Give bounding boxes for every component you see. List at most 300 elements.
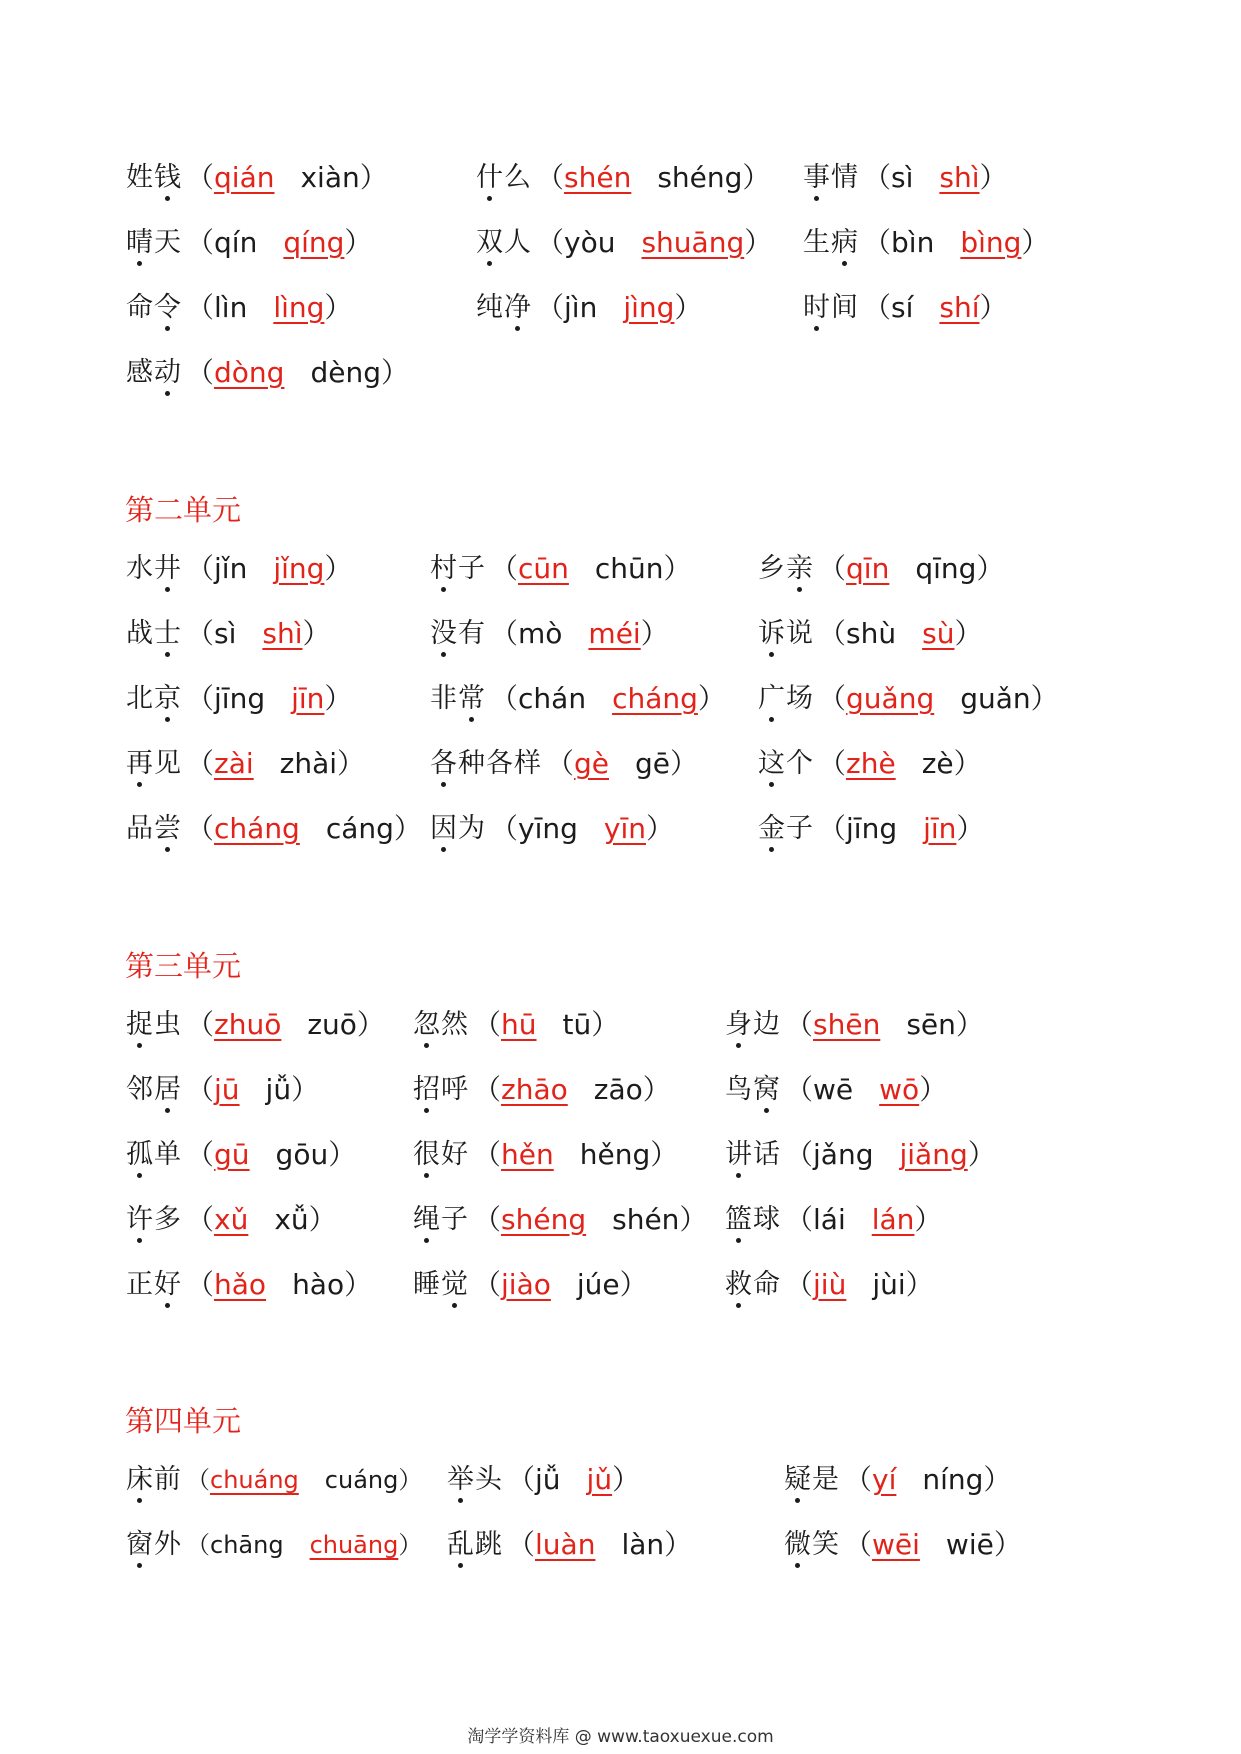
word-item [803,145,1008,210]
emphasized-char: 诉 [758,617,785,649]
pinyin-option: zāo [593,1072,643,1106]
paren-open: （ [785,1007,814,1041]
word-row [0,210,1241,275]
word [725,1205,781,1235]
pinyin-option: jìn [564,290,598,324]
pinyin-option: bìn [891,225,935,259]
paren-close: ） [979,160,1008,194]
word [413,1010,469,1040]
word [413,1140,469,1170]
paren-open: （ [473,1267,502,1301]
word [126,1010,182,1040]
emphasized-char: 举 [447,1463,474,1495]
char: 场 [786,682,813,714]
pinyin-option: tū [562,1007,592,1041]
paren-close: ） [993,1527,1022,1561]
correct-pinyin: sù [922,616,955,650]
word-item [413,1252,648,1317]
paren-open: （ [186,1465,210,1494]
paren-close: ） [640,616,669,650]
unit-section [0,492,1241,861]
paren-open: （ [186,616,215,650]
word [430,749,542,779]
word [758,554,814,584]
paren-close: ） [356,1007,385,1041]
paren-close: ） [679,1202,708,1236]
correct-pinyin: jiào [501,1267,551,1301]
word-item [126,1447,422,1512]
paren-open: （ [785,1202,814,1236]
correct-pinyin: shén [564,160,632,194]
pinyin-option: chāng [210,1530,284,1559]
word [126,814,182,844]
char: 跳 [475,1528,502,1560]
word-item [758,796,984,861]
correct-pinyin: jīn [923,811,957,845]
paren-open: （ [186,681,215,715]
word [725,1010,781,1040]
word [126,619,182,649]
paren-open: （ [473,1202,502,1236]
pinyin-option: shén [612,1202,680,1236]
word [476,293,532,323]
emphasized-char: 乱 [447,1528,474,1560]
paren-open: （ [536,160,565,194]
unit-section [0,948,1241,1317]
paren-close: ） [344,1267,373,1301]
correct-pinyin: jū [214,1072,240,1106]
char: 非 [430,682,457,714]
word [725,1140,781,1170]
word [430,814,486,844]
paren-close: ） [1021,225,1050,259]
char: 个 [786,747,813,779]
char: 头 [475,1463,502,1495]
emphasized-char: 村 [430,552,457,584]
paren-close: ） [742,160,771,194]
emphasized-char: 很 [413,1138,440,1170]
paren-open: （ [536,290,565,324]
paren-close: ） [697,681,726,715]
char: 天 [154,226,181,258]
correct-pinyin: jǐng [273,551,325,585]
paren-open: （ [186,1137,215,1171]
word-row [0,275,1241,340]
word [725,1075,781,1105]
word [126,1075,182,1105]
pinyin-option: wē [813,1072,854,1106]
char: 战 [126,617,153,649]
emphasized-char: 京 [154,682,181,714]
paren-open: （ [863,160,892,194]
char: 人 [504,226,531,258]
unit-heading: 第四单元 [125,1404,242,1438]
emphasized-char: 什 [476,161,503,193]
word [758,619,814,649]
word [725,1270,781,1300]
emphasized-char: 居 [154,1073,181,1105]
correct-pinyin: jīn [291,681,325,715]
char: 命 [126,291,153,323]
pinyin-option: làn [621,1527,665,1561]
pinyin-option: sì [214,616,237,650]
paren-open: （ [507,1527,536,1561]
paren-close: ） [955,1007,984,1041]
correct-pinyin: hū [501,1007,537,1041]
correct-pinyin: zhè [846,746,896,780]
unit-heading: 第二单元 [125,493,242,527]
emphasized-char: 因 [430,812,457,844]
paren-close: ） [308,1202,337,1236]
correct-pinyin: qīn [846,551,890,585]
word-item [447,1512,692,1577]
word [430,619,486,649]
word-item [758,536,1004,601]
emphasized-char: 事 [803,161,830,193]
paren-close: ） [663,551,692,585]
pinyin-option: chán [518,681,587,715]
correct-pinyin: shí [939,290,980,324]
paren-close: ） [398,1465,423,1494]
paren-open: （ [818,551,847,585]
pinyin-option: jīng [214,681,266,715]
pinyin-option: cáng [325,811,394,845]
word-item [413,1187,707,1252]
emphasized-char: 许 [126,1203,153,1235]
paren-close: ） [591,1007,620,1041]
paren-close: ） [650,1137,679,1171]
emphasized-char: 微 [784,1528,811,1560]
char: 品 [126,812,153,844]
word-row [0,1252,1241,1317]
pinyin-option: chūn [594,551,664,585]
correct-pinyin: chuáng [210,1465,299,1494]
paren-close: ） [324,681,353,715]
paren-close: ） [956,811,985,845]
paren-close: ） [337,746,366,780]
word [126,684,182,714]
char: 各 [486,747,513,779]
word-item [430,796,674,861]
pinyin-option: sì [891,160,914,194]
char: 子 [441,1203,468,1235]
emphasized-char: 救 [725,1268,752,1300]
paren-open: （ [186,1530,210,1559]
emphasized-char: 捉 [126,1008,153,1040]
word [126,1140,182,1170]
paren-close: ） [905,1267,934,1301]
paren-open: （ [186,160,215,194]
emphasized-char: 这 [758,747,785,779]
emphasized-char: 孤 [126,1138,153,1170]
correct-pinyin: luàn [535,1527,596,1561]
char: 球 [753,1203,780,1235]
emphasized-char: 令 [154,291,181,323]
pinyin-option: zhài [279,746,338,780]
word-row [0,1447,1241,1512]
word-item [430,731,698,796]
paren-open: （ [844,1527,873,1561]
correct-pinyin: bìng [960,225,1022,259]
paren-open: （ [818,681,847,715]
paren-close: ） [324,290,353,324]
correct-pinyin: shēn [813,1007,881,1041]
word-item [430,666,726,731]
char: 感 [126,356,153,388]
paren-close: ） [344,225,373,259]
word-item [725,1122,996,1187]
paren-open: （ [507,1462,536,1496]
pinyin-option: dèng [310,355,381,389]
char: 正 [126,1268,153,1300]
paren-open: （ [186,1007,215,1041]
char: 笑 [812,1528,839,1560]
emphasized-char: 常 [458,682,485,714]
pinyin-option: hào [292,1267,345,1301]
pinyin-option: jǚ [535,1462,561,1496]
word-item [803,210,1049,275]
char: 纯 [476,291,503,323]
correct-pinyin: hǎo [214,1267,267,1301]
paren-close: ） [664,1527,693,1561]
char: 是 [812,1463,839,1495]
emphasized-char: 觉 [441,1268,468,1300]
word [126,1205,182,1235]
correct-pinyin: cháng [612,681,698,715]
word [126,358,182,388]
word [126,293,182,323]
word [803,293,859,323]
correct-pinyin: hěn [501,1137,554,1171]
word [447,1530,503,1560]
correct-pinyin: chuāng [309,1530,399,1559]
paren-open: （ [186,746,215,780]
paren-close: ） [380,355,409,389]
word-item [126,601,331,666]
char: 睡 [413,1268,440,1300]
word-item [725,992,984,1057]
pinyin-option: yòu [564,225,616,259]
paren-close: ） [646,811,675,845]
word-item [126,340,409,405]
paren-open: （ [186,355,215,389]
char: 外 [154,1528,181,1560]
emphasized-char: 身 [725,1008,752,1040]
word-item [758,601,982,666]
paren-open: （ [490,616,519,650]
paren-open: （ [785,1137,814,1171]
pinyin-option: hěng [579,1137,651,1171]
pinyin-option: sí [891,290,914,324]
paren-open: （ [818,616,847,650]
word [758,684,814,714]
char: 见 [154,747,181,779]
word-item [413,992,619,1057]
emphasized-char: 各 [430,747,457,779]
paren-close: ） [612,1462,641,1496]
emphasized-char: 净 [504,291,531,323]
char: 姓 [126,161,153,193]
correct-pinyin: wēi [872,1527,920,1561]
correct-pinyin: jiù [813,1267,847,1301]
emphasized-char: 金 [758,812,785,844]
paren-open: （ [186,811,215,845]
word-item [725,1252,934,1317]
word-item [126,731,365,796]
char: 水 [126,552,153,584]
char: 情 [831,161,858,193]
word-item [447,1447,640,1512]
word-item [126,145,388,210]
emphasized-char: 士 [154,617,181,649]
emphasized-char: 再 [126,747,153,779]
emphasized-char: 病 [831,226,858,258]
paren-open: （ [818,811,847,845]
pinyin-option: mò [518,616,563,650]
correct-pinyin: shuāng [641,225,745,259]
emphasized-char: 窗 [126,1528,153,1560]
emphasized-char: 晴 [126,226,153,258]
char: 前 [154,1463,181,1495]
paren-close: ） [398,1530,423,1559]
word-row [0,796,1241,861]
word-item [725,1187,942,1252]
paren-close: ） [393,811,422,845]
paren-open: （ [186,1072,215,1106]
paren-close: ） [919,1072,948,1106]
word [758,814,814,844]
emphasized-char: 亲 [786,552,813,584]
pinyin-option: jùi [872,1267,906,1301]
char: 有 [458,617,485,649]
word [126,1530,182,1560]
word-item [126,1057,319,1122]
pinyin-option: zuō [307,1007,357,1041]
paren-open: （ [536,225,565,259]
word [413,1270,469,1300]
paren-close: ） [979,290,1008,324]
word-item [725,1057,947,1122]
pinyin-option: shéng [657,160,743,194]
word [126,1465,182,1495]
paren-open: （ [490,551,519,585]
word [126,749,182,779]
word [413,1205,469,1235]
paren-close: ） [328,1137,357,1171]
word-item [476,210,772,275]
word [126,554,182,584]
pinyin-option: jǐn [214,551,248,585]
word [758,749,814,779]
paren-open: （ [785,1072,814,1106]
paren-close: ） [359,160,388,194]
correct-pinyin: gè [574,746,610,780]
word-item [126,1512,422,1577]
paren-close: ） [302,616,331,650]
word [476,163,532,193]
word-item [126,210,372,275]
word-row [0,340,1241,405]
emphasized-char: 动 [154,356,181,388]
word-item [784,1512,1022,1577]
word-item [126,1252,372,1317]
char: 话 [753,1138,780,1170]
paren-close: ） [619,1267,648,1301]
correct-pinyin: lán [871,1202,915,1236]
unit-heading: 第三单元 [125,949,242,983]
emphasized-char: 篮 [725,1203,752,1235]
correct-pinyin: zhuō [214,1007,282,1041]
paren-open: （ [490,811,519,845]
paren-open: （ [844,1462,873,1496]
char: 多 [154,1203,181,1235]
paren-open: （ [546,746,575,780]
paren-close: ） [1030,681,1059,715]
word-item [476,145,770,210]
word-item [758,731,982,796]
char: 间 [831,291,858,323]
correct-pinyin: cūn [518,551,569,585]
word-row [0,666,1241,731]
word [126,228,182,258]
pinyin-option: jǎng [813,1137,874,1171]
correct-pinyin: shì [262,616,303,650]
correct-pinyin: zhāo [501,1072,568,1106]
paren-open: （ [785,1267,814,1301]
paren-close: ） [291,1072,320,1106]
correct-pinyin: qián [214,160,275,194]
paren-open: （ [186,225,215,259]
correct-pinyin: xǔ [214,1202,249,1236]
word-item [126,536,352,601]
pinyin-option: qín [214,225,258,259]
char: 为 [458,812,485,844]
word-item [413,1122,678,1187]
word [803,228,859,258]
paren-close: ） [976,551,1005,585]
char: 种 [458,747,485,779]
paren-open: （ [473,1137,502,1171]
char: 虫 [154,1008,181,1040]
paren-open: （ [863,225,892,259]
pinyin-option: gōu [275,1137,329,1171]
pinyin-option: xiàn [300,160,360,194]
paren-close: ） [967,1137,996,1171]
correct-pinyin: guǎng [846,681,935,715]
word [413,1075,469,1105]
emphasized-char: 井 [154,552,181,584]
char: 呼 [441,1073,468,1105]
word-row [0,1512,1241,1577]
word [803,163,859,193]
char: 边 [753,1008,780,1040]
pinyin-option: jīng [846,811,898,845]
char: 样 [514,747,541,779]
char: 乡 [758,552,785,584]
correct-pinyin: jìng [623,290,675,324]
emphasized-char: 双 [476,226,503,258]
emphasized-char: 广 [758,682,785,714]
word [476,228,532,258]
pinyin-option: yīng [518,811,578,845]
word-item [430,601,669,666]
pinyin-option: níng [922,1462,984,1496]
word-row [0,536,1241,601]
emphasized-char: 窝 [753,1073,780,1105]
emphasized-char: 钱 [154,161,181,193]
pinyin-option: qīng [915,551,977,585]
paren-open: （ [490,681,519,715]
